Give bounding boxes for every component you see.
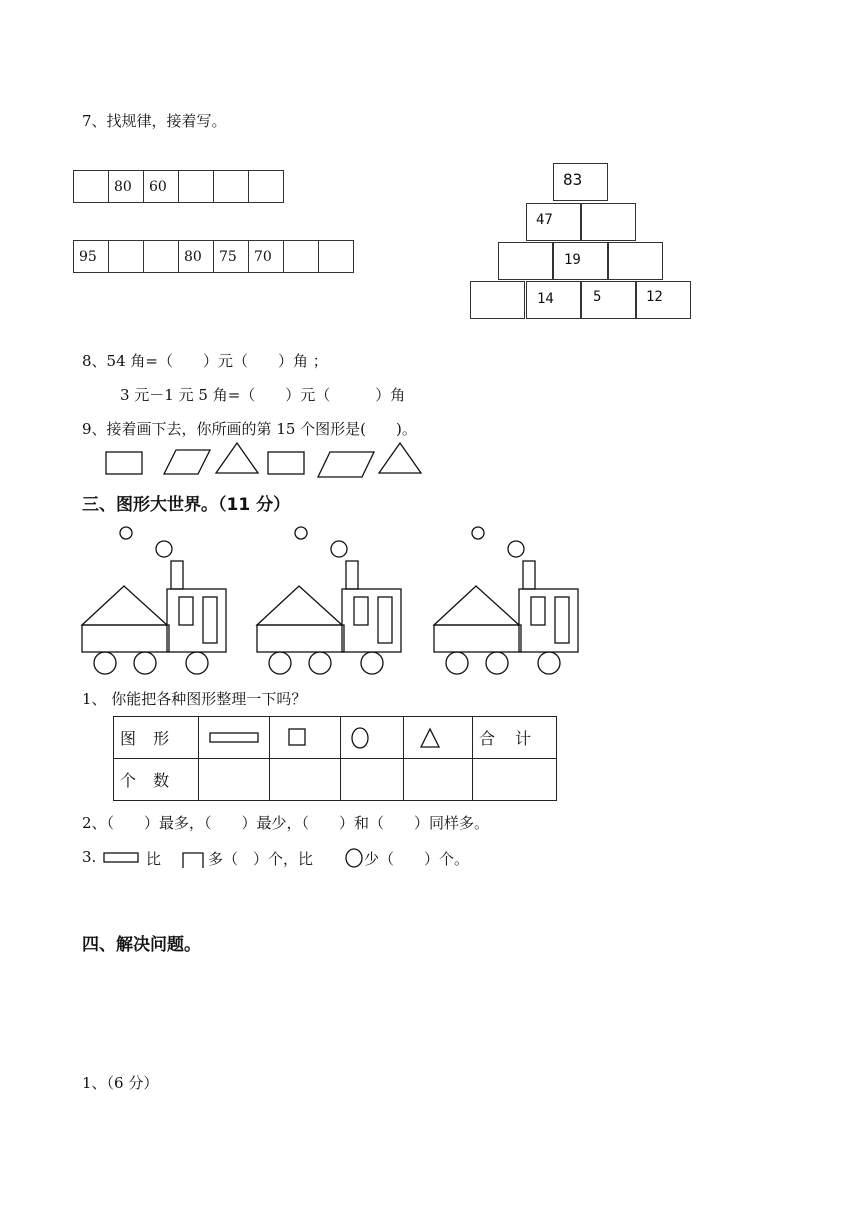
pyramid-cell: 5: [581, 281, 636, 319]
pyramid-cell: 83: [553, 163, 608, 201]
section-3-title: 三、图形大世界。（11 分）: [82, 495, 291, 515]
long-rectangle-icon: [104, 853, 138, 862]
pyramid-cell: 19: [553, 242, 608, 280]
q7-title: 7、找规律，接着写。: [82, 112, 227, 130]
q3-end-text: 少（ ）个。: [364, 850, 470, 868]
seq2-cell: 75: [213, 240, 249, 273]
q8-line-1: 8、54 角=（ ）元（ ）角 ；: [82, 352, 328, 370]
table-header-shape: 图 形: [114, 717, 199, 759]
seq1-cell: 60: [143, 170, 179, 203]
q9-text: 9、接着画下去，你所画的第 15 个图形是( )。: [82, 420, 417, 438]
q3-number: 3.: [82, 848, 97, 866]
section-3-q1: 1、 你能把各种图形整理一下吗？: [82, 690, 307, 708]
pyramid-cell: 47: [526, 203, 581, 241]
table-row-count-label: 个 数: [114, 759, 199, 801]
q8-line-2: 3 元－1 元 5 角=（ ）元（ ）角: [120, 386, 406, 404]
q3-middle-text: 多（ ）个，比: [208, 850, 314, 868]
section-3-q2: 2、（ ）最多，（ ）最少，（ ）和（ ）同样多。: [82, 814, 490, 832]
seq2-cell: 95: [73, 240, 109, 273]
seq2-cell: 80: [178, 240, 214, 273]
pyramid-cell: 12: [636, 281, 691, 319]
pyramid-cell: 14: [526, 281, 581, 319]
section-4-title: 四、解决问题。: [82, 935, 201, 955]
q3-compare-word: 比: [146, 850, 162, 868]
circle-icon: [346, 849, 362, 867]
seq1-cell: 80: [108, 170, 144, 203]
seq2-cell: 70: [248, 240, 284, 273]
section-4-q1: 1、（6 分）: [82, 1074, 159, 1092]
table-header-total: 合 计: [473, 717, 557, 759]
square-icon: [183, 853, 203, 868]
